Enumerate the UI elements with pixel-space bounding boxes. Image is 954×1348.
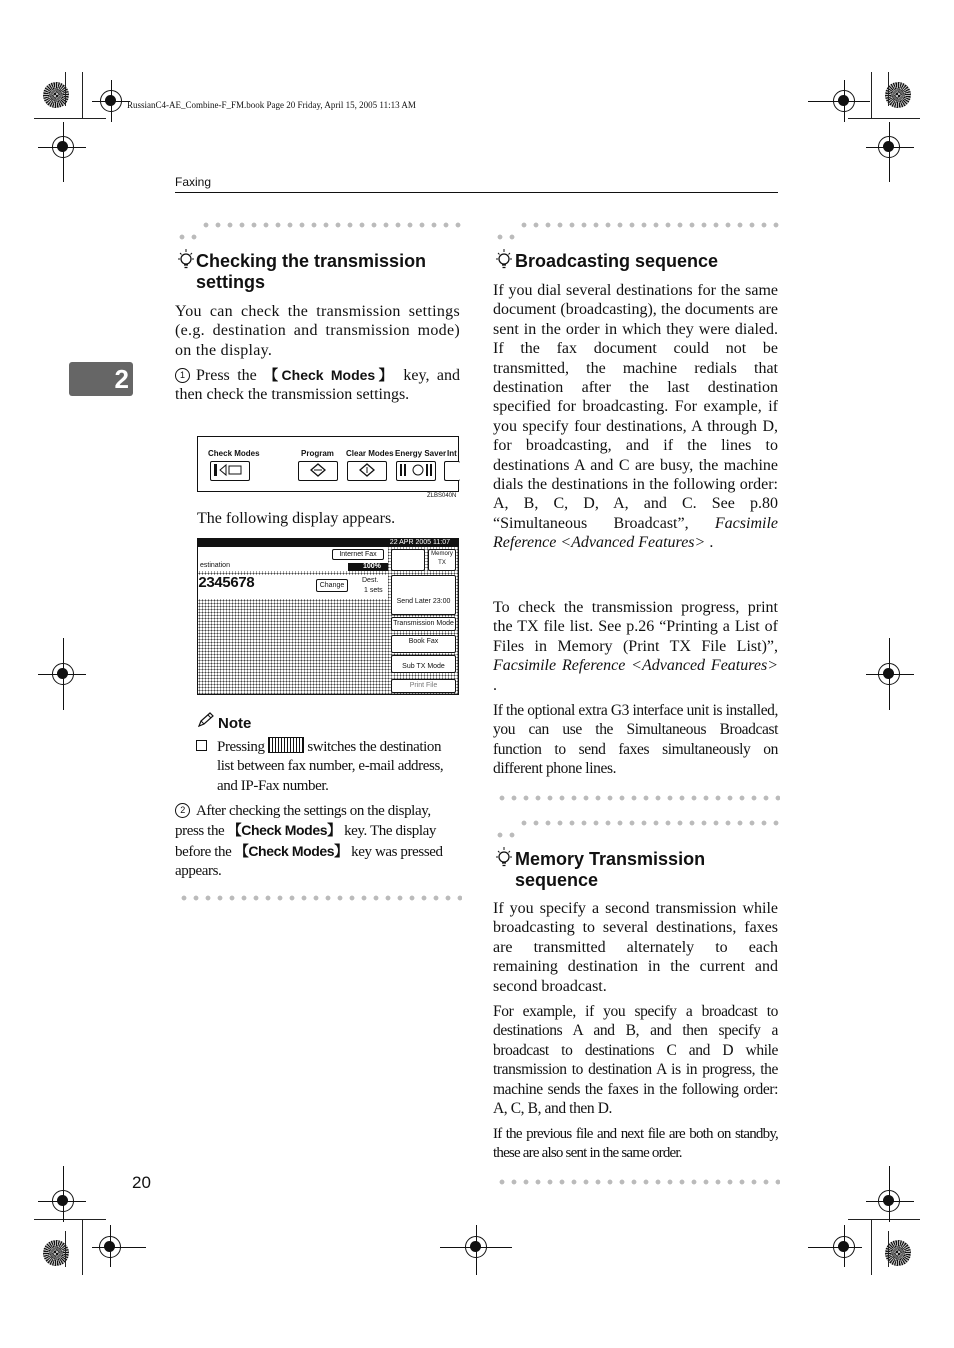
registration-mark [878,1190,900,1212]
lcd-transmission-mode-button[interactable]: Transmission Mode [391,617,456,631]
section-top-dots [494,832,518,838]
lcd-memory-pct: 100% [363,563,381,570]
check-modes-key-label: 【Check Modes】 [264,367,397,383]
section-heading-checking: Checking the transmission settings [196,251,427,292]
program-button[interactable] [298,461,338,481]
lcd-immediate-tx-button[interactable] [391,549,425,571]
lcd-memory-tx-button[interactable]: Memory TX [428,549,456,571]
lcd-internet-fax-button[interactable]: Internet Fax [332,549,384,560]
section-top-dots [200,222,462,228]
step-1-text: Press the 【Check Modes】 key, and then check the transmission settings. [175,367,460,404]
step-2: 2 After checking the settings on the display, press the 【Check Modes】 key. The display before the 【Check Modes】 key was pressed appears. [175,803,443,880]
illustration-code: ZLBS040N [427,493,457,499]
section-bottom-dots [496,1179,780,1185]
section-heading-broadcasting: Broadcasting sequence [515,251,719,271]
section-top-dots [518,820,780,826]
check-modes-icon [212,462,248,478]
page-number: 20 [132,1173,151,1192]
energy-saver-button[interactable] [396,461,436,481]
lcd-print-file-button[interactable]: Print File [391,679,456,693]
section-top-dots [176,234,200,240]
section-bottom-dots [496,795,780,801]
broadcast-paragraph-1: If you dial several destinations for the same document (broadcasting), the documents are sent in the order in which they were dialed. If the fax document could not be transmitted, the machine redials that destination after the last destination specified for broadcasting. For example, if you specify four destinations, A through D, for broadcasting, and if the lines to destinations A and C are busy, the machine dials the destinations in the following order: A, B, C, D, A, and C. See p.80 “Simultaneous Broadcast”, Facsimile Reference <Advanced Features> . [493,282,778,552]
lcd-change-button[interactable]: Change [316,579,348,592]
display-caption: The following display appears. [197,510,396,527]
lcd-book-fax-button[interactable]: Book Fax [391,635,456,653]
registration-mark [100,90,122,112]
lcd-sets-label: 1 sets [364,587,383,594]
header-rule [175,192,778,193]
chapter-tab [69,362,133,396]
lcd-send-later-button[interactable]: Send Later 23:00 [391,575,456,615]
lcd-fax-number: 2345678 [198,575,255,592]
registration-mark [52,136,74,158]
broadcast-paragraph-2: To check the transmission progress, print the TX file list. See p.26 “Printing a List of Files in Memory (Print TX File List)”, Facsimile Reference <Advanced Features> . [493,599,778,694]
manual-reference: Facsimile Reference <Advanced Features> [493,657,778,675]
lcd-date: 22 APR 2005 11:07 [389,539,450,546]
lcd-dest-label: Dest. [362,577,379,584]
energy-saver-icon [398,462,434,478]
running-header: Faxing [175,175,212,189]
interrupt-button[interactable] [444,461,460,481]
chapter-number: 2 [114,364,129,394]
checking-intro: You can check the transmission settings (e.g. destination and transmission mode) on the display. [175,303,460,359]
panel-label-check-modes: Check Modes [208,449,260,458]
step-number: 2 [175,803,190,818]
tip-bulb-icon [176,248,196,272]
lcd-sub-tx-mode-button[interactable]: Sub TX Mode [391,655,456,673]
registration-mark [878,663,900,685]
clear-modes-icon [349,462,385,478]
broadcast-paragraph-3: If the optional extra G3 interface unit is installed, you can use the Simultaneous Broadcast function to send faxes simultaneously on different phone lines. [493,702,778,778]
lcd-destination-label: estination [200,562,230,569]
memory-paragraph-3: If the previous file and next file are both on standby, these are also sent in the same order. [493,1126,778,1162]
step-1 [175,366,460,405]
clear-modes-button[interactable] [347,461,387,481]
manual-reference: Facsimile Reference <Advanced Features> [493,514,778,552]
registration-mark [833,90,855,112]
lcd-display-illustration [197,538,459,695]
panel-label-program: Program [301,449,334,458]
note-pencil-icon [197,712,215,728]
note-item: Pressing switches the destination list between fax number, e-mail address, and IP-Fax number. [197,737,460,796]
check-modes-key-label: 【Check Modes】 [227,822,341,839]
section-heading-memory: Memory Transmission sequence [515,849,706,890]
section-bottom-dots [178,895,462,901]
registration-mark [833,1236,855,1258]
memory-paragraph-1: If you specify a second transmission while broadcasting to several destinations, faxes are transmitted alternately to each remaining destination in the current and second broadcast. [493,900,778,995]
section-top-dots [494,234,518,240]
memory-paragraph-2: For example, if you specify a broadcast to destinations A and B, and then specify a broadcast to destinations C and D while transmission to destination A is in progress, the machine sends the faxes in the following order: A, C, B, and then D. [493,1003,778,1118]
section-top-dots [518,222,780,228]
check-modes-button[interactable] [210,461,250,481]
step-number: 1 [175,368,190,383]
program-icon [300,462,336,478]
registration-mark [465,1236,487,1258]
registration-mark [52,663,74,685]
registration-mark [99,1236,121,1258]
destination-switch-key-icon [268,737,304,753]
panel-label-energy-saver: Energy Saver [395,449,447,458]
panel-label-clear-modes: Clear Modes [346,449,394,458]
registration-mark [878,136,900,158]
note-title: Note [218,715,252,732]
tip-bulb-icon [494,846,514,870]
control-panel-illustration [197,436,459,499]
panel-label-int: Int [447,449,457,458]
registration-mark [52,1190,74,1212]
note-checkbox-icon [196,740,207,751]
check-modes-key-label: 【Check Modes】 [234,842,348,859]
tip-bulb-icon [494,248,514,272]
file-info: RussianC4-AE_Combine-F_FM.book Page 20 Friday, April 15, 2005 11:13 AM [127,100,416,110]
